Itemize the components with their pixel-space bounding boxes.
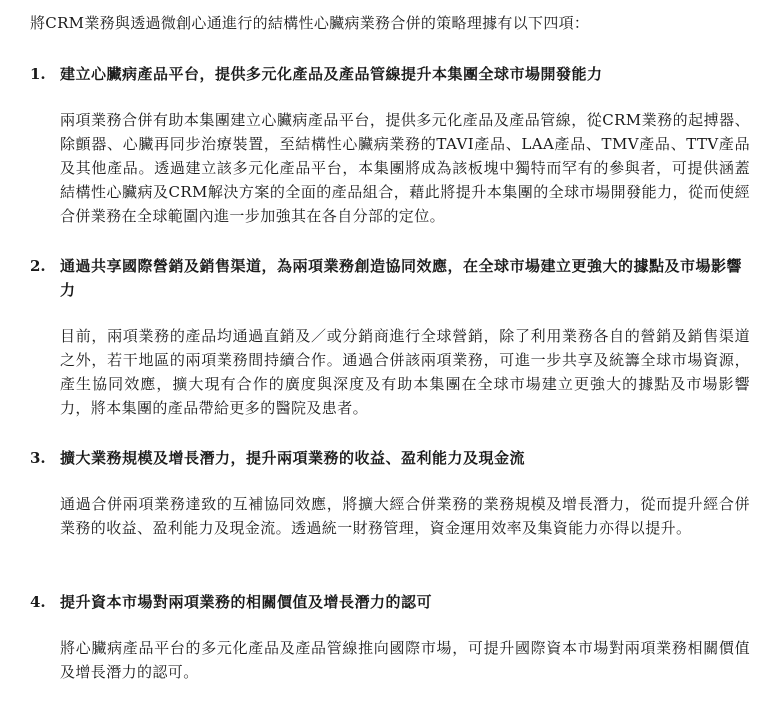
- section-body: 目前，兩項業務的產品均通過直銷及／或分銷商進行全球營銷，除了利用業務各自的營銷及銷售渠道之外，若干地區的兩項業務間持續合作。通過合併該兩項業務，可進一步共享及統籌全球市場資源，產生協同效應，擴大現有合作的廣度與深度及有助本集團在全球市場建立更強大的據點及市場影響力，將本集團的產品帶給更多的醫院及患者。: [60, 327, 750, 417]
- section-title: 提升資本市場對兩項業務的相關價值及增長潛力的認可: [60, 593, 433, 611]
- section-number: 2.: [30, 257, 46, 275]
- section-body: 兩項業務合併有助本集團建立心臟病產品平台，提供多元化產品及產品管線，從CRM業務的起搏器、除顫器、心臟再同步治療裝置，至結構性心臟病業務的TAVI產品、LAA產品、TMV產品、TTV產品及其他產品。透過建立該多元化產品平台，本集團將成為該板塊中獨特而罕有的參與者，可提供涵蓋結構性心臟病及CRM解決方案的全面的產品組合，藉此將提升本集團的全球市場開發能力，從而使經合併業務在全球範圍內進一步加強其在各自分部的定位。: [60, 111, 750, 225]
- section-3: [30, 446, 750, 540]
- section-title: 通過共享國際營銷及銷售渠道，為兩項業務創造協同效應，在全球市場建立更強大的據點及市場影響力: [60, 257, 743, 299]
- section-title: 擴大業務規模及增長潛力，提升兩項業務的收益、盈利能力及現金流: [60, 449, 526, 467]
- section-heading: [30, 446, 750, 470]
- section-heading: [30, 590, 750, 614]
- intro-paragraph: 將CRM業務與透過微創心通進行的結構性心臟病業務合併的策略理據有以下四項：: [30, 14, 590, 32]
- section-number: 3.: [30, 449, 46, 467]
- section-heading: [30, 254, 750, 302]
- section-number: 4.: [30, 593, 46, 611]
- section-1: [30, 62, 750, 228]
- section-number: 1.: [30, 65, 46, 83]
- section-title: 建立心臟病產品平台，提供多元化產品及產品管線提升本集團全球市場開發能力: [60, 65, 603, 83]
- section-heading: [30, 62, 750, 86]
- section-body: 將心臟病產品平台的多元化產品及產品管線推向國際市場，可提升國際資本市場對兩項業務相關價值及增長潛力的認可。: [60, 639, 750, 681]
- section-4: [30, 590, 750, 684]
- section-body: 通過合併兩項業務達致的互補協同效應，將擴大經合併業務的業務規模及增長潛力，從而提升經合併業務的收益、盈利能力及現金流。透過統一財務管理，資金運用效率及集資能力亦得以提升。: [60, 495, 750, 537]
- section-2: [30, 254, 750, 420]
